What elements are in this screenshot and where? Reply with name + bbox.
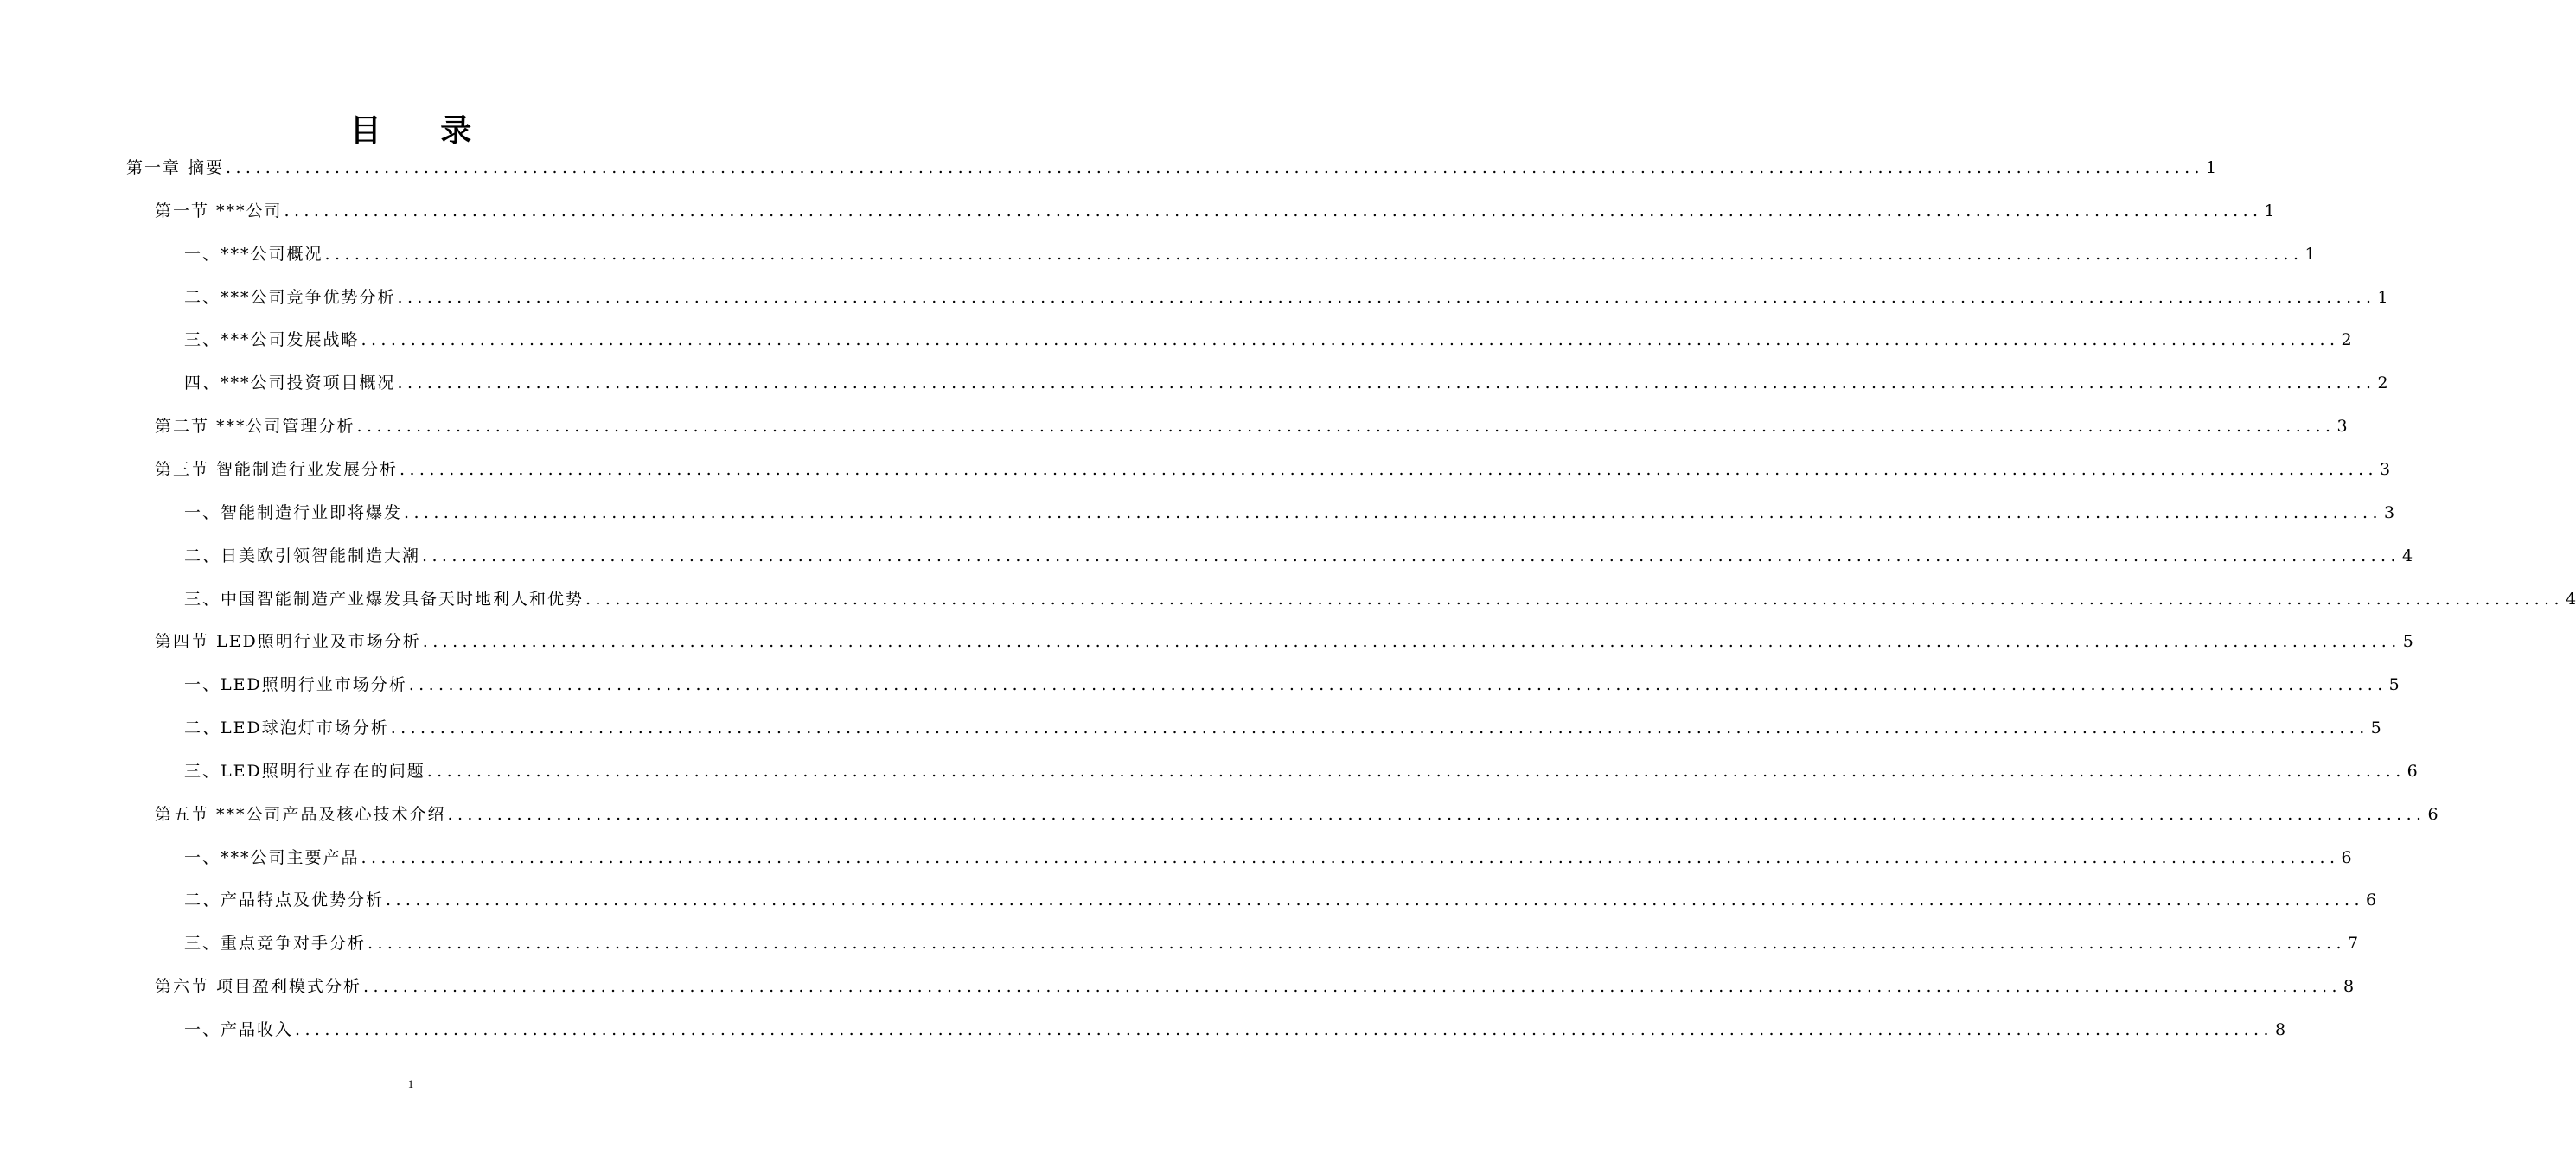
- dot-leader: ........................................................................................................................................................................................................: [585, 589, 2564, 609]
- toc-entry-title: 第三节 智能制造行业发展分析: [155, 459, 399, 479]
- toc-entry-page: 3: [2379, 459, 2391, 479]
- toc-entry-page: 5: [2388, 675, 2400, 695]
- toc-entry-title: 一、产品收入: [184, 1020, 294, 1039]
- toc-entry-page: 1: [2304, 244, 2316, 264]
- toc-entry[interactable]: [0, 282, 2388, 313]
- toc-entry-page: 3: [2383, 502, 2395, 522]
- dot-leader: ........................................................................................................................................................................................................: [397, 287, 2376, 307]
- toc-entry-title: 三、LED照明行业存在的问题: [184, 761, 425, 781]
- toc-entry[interactable]: [0, 584, 2576, 615]
- toc-entry[interactable]: [0, 928, 2359, 959]
- toc-entry[interactable]: [0, 626, 2413, 657]
- toc-entry-title: 三、***公司发展战略: [184, 330, 360, 350]
- toc-entry-title: 二、***公司竞争优势分析: [184, 287, 396, 307]
- dot-leader: ........................................................................................................................................................................................................: [356, 417, 2336, 437]
- dot-leader: ........................................................................................................................................................................................................: [363, 977, 2342, 997]
- toc-entry-page: 6: [2407, 761, 2418, 781]
- dot-leader: ........................................................................................................................................................................................................: [422, 546, 2400, 565]
- toc-entry[interactable]: [0, 971, 2355, 1002]
- toc-entry[interactable]: [0, 799, 2439, 830]
- toc-entry[interactable]: [0, 497, 2395, 528]
- dot-leader: ........................................................................................................................................................................................................: [226, 158, 2204, 177]
- toc-entry-title: 三、中国智能制造产业爆发具备天时地利人和优势: [184, 589, 585, 609]
- dot-leader: ........................................................................................................................................................................................................: [426, 761, 2406, 781]
- toc-entry-title: 第二节 ***公司管理分析: [155, 417, 355, 437]
- dot-leader: ........................................................................................................................................................................................................: [324, 244, 2304, 264]
- toc-entry-page: 5: [2402, 632, 2413, 652]
- toc-entry-page: 2: [2341, 330, 2352, 350]
- toc-entry-title: 第六节 项目盈利模式分析: [155, 977, 362, 997]
- toc-entry-title: 第五节 ***公司产品及核心技术介绍: [155, 804, 446, 824]
- dot-leader: ........................................................................................................................................................................................................: [397, 374, 2376, 393]
- toc-entry[interactable]: [0, 367, 2388, 399]
- toc-entry-title: 一、智能制造行业即将爆发: [184, 502, 403, 522]
- toc-entry[interactable]: [0, 324, 2352, 355]
- toc-entry-title: 一、***公司主要产品: [184, 847, 360, 867]
- toc-entry-page: 8: [2274, 1020, 2286, 1039]
- toc-entry-title: 三、重点竞争对手分析: [184, 934, 367, 954]
- toc-entry-title: 一、LED照明行业市场分析: [184, 675, 407, 695]
- dot-leader: ........................................................................................................................................................................................................: [422, 632, 2401, 652]
- toc-entry-title: 二、LED球泡灯市场分析: [184, 718, 389, 738]
- toc-entry-page: 6: [2341, 847, 2352, 867]
- dot-leader: ........................................................................................................................................................................................................: [400, 459, 2378, 479]
- toc-entry[interactable]: [0, 152, 2217, 183]
- dot-leader: ........................................................................................................................................................................................................: [404, 502, 2382, 522]
- toc-entry-title: 二、产品特点及优势分析: [184, 891, 385, 910]
- toc-entry[interactable]: [0, 842, 2352, 873]
- dot-leader: ........................................................................................................................................................................................................: [295, 1020, 2273, 1039]
- toc-entry-page: 7: [2347, 934, 2359, 954]
- toc-entry[interactable]: [0, 669, 2400, 700]
- toc-entry-page: 8: [2343, 977, 2355, 997]
- dot-leader: ........................................................................................................................................................................................................: [361, 847, 2340, 867]
- toc-entry-page: 2: [2377, 374, 2388, 393]
- dot-leader: ........................................................................................................................................................................................................: [408, 675, 2387, 695]
- toc-title: 目 录: [349, 113, 496, 149]
- toc-entry-title: 一、***公司概况: [184, 244, 323, 264]
- toc-entry-page: 3: [2336, 417, 2348, 437]
- dot-leader: ........................................................................................................................................................................................................: [386, 891, 2364, 910]
- toc-entry-page: 1: [2377, 287, 2388, 307]
- toc-entry-page: 6: [2365, 891, 2377, 910]
- toc-entry-page: 6: [2427, 804, 2439, 824]
- toc-entry-page: 4: [2565, 589, 2576, 609]
- dot-leader: ........................................................................................................................................................................................................: [368, 934, 2346, 954]
- toc-entry[interactable]: [0, 239, 2316, 270]
- dot-leader: ........................................................................................................................................................................................................: [361, 330, 2340, 350]
- toc-entry-page: 5: [2370, 718, 2381, 738]
- toc-entry-title: 第一章 摘要: [126, 158, 225, 177]
- dot-leader: ........................................................................................................................................................................................................: [284, 201, 2263, 220]
- toc-entry[interactable]: [0, 756, 2418, 787]
- toc-entry-page: 1: [2205, 158, 2217, 177]
- toc-entry[interactable]: [0, 884, 2377, 916]
- toc-entry[interactable]: [0, 540, 2413, 571]
- toc-entry[interactable]: [0, 712, 2381, 744]
- toc-entry[interactable]: [0, 454, 2391, 485]
- toc-entry[interactable]: [0, 195, 2275, 227]
- page-number: 1: [407, 1077, 414, 1090]
- toc-entry-title: 四、***公司投资项目概况: [184, 374, 396, 393]
- toc-entry-title: 第四节 LED照明行业及市场分析: [155, 632, 421, 652]
- toc-entry[interactable]: [0, 1014, 2286, 1045]
- toc-entry-title: 二、日美欧引领智能制造大潮: [184, 546, 421, 565]
- toc-entry-page: 1: [2264, 201, 2275, 220]
- toc-entry-title: 第一节 ***公司: [155, 201, 283, 220]
- dot-leader: ........................................................................................................................................................................................................: [447, 804, 2426, 824]
- toc-entry[interactable]: [0, 411, 2348, 442]
- toc-entry-page: 4: [2401, 546, 2413, 565]
- dot-leader: ........................................................................................................................................................................................................: [390, 718, 2369, 738]
